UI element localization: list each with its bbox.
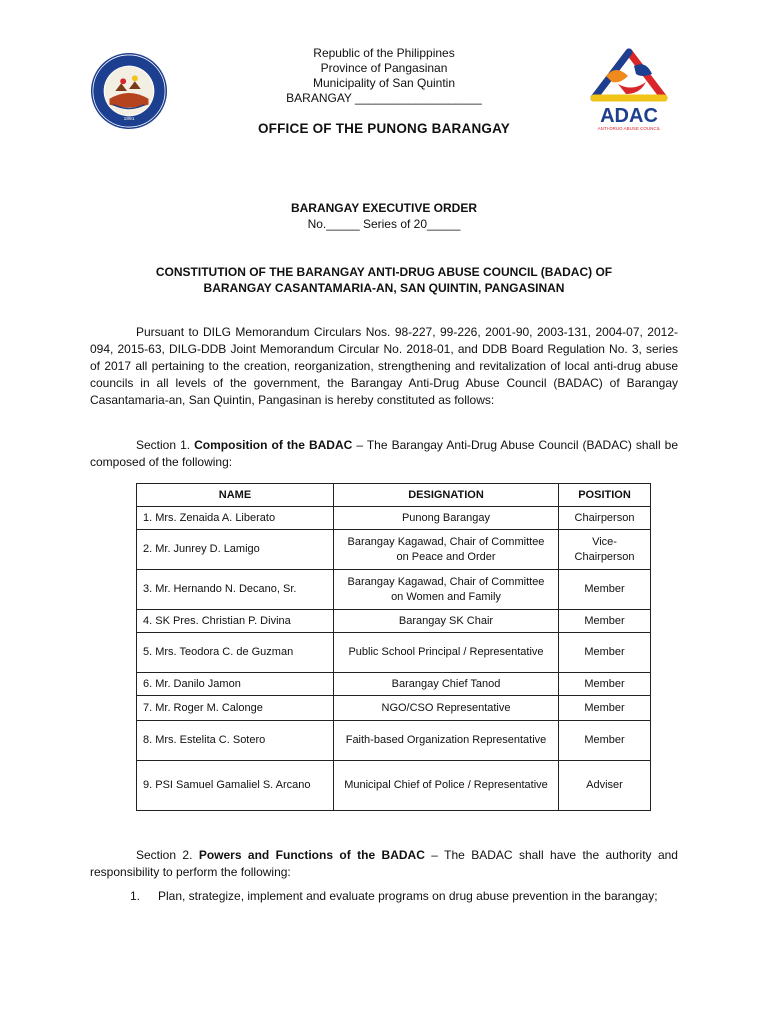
table-row [137, 696, 651, 721]
badac-composition-table [136, 483, 651, 811]
member-name: 4. SK Pres. Christian P. Divina [137, 610, 334, 633]
letterhead [0, 46, 768, 106]
section-2-prefix: Section 2. [136, 848, 199, 862]
letterhead-line-republic: Republic of the Philippines [313, 46, 455, 60]
member-position: Member [559, 610, 651, 633]
section-1-prefix: Section 1. [136, 438, 195, 452]
member-designation: Public School Principal / Representative [334, 633, 559, 673]
letterhead-line-municipality: Municipality of San Quintin [312, 76, 456, 90]
member-designation: Faith-based Organization Representative [334, 721, 559, 761]
svg-text:1991: 1991 [123, 117, 135, 123]
member-designation: Barangay Chief Tanod [334, 673, 559, 696]
member-position: Member [559, 721, 651, 761]
constitution-heading [0, 264, 768, 296]
preamble-paragraph [90, 324, 678, 409]
executive-order-number: No._____ Series of 20_____ [307, 217, 461, 231]
section-1-text: – The Barangay Anti-Drug Abuse Council (BADAC) shall be composed of the following: [90, 438, 679, 469]
preamble-text: Pursuant to DILG Memorandum Circulars Nos. 98-227, 99-226, 2001-90, 2003-131, 2004-07, 2012-094, 2015-63, DILG-DDB Joint Memorandum Circular No. 2018-01, and DDB Board Regulation No. 3, series of 2017 all pertaining to the creation, reorganization, strengthening and revitalization of local anti-drug abuse councils in all levels of the government, the Barangay Anti-Drug Abuse Council (BADAC) of Barangay Casantamaria-an, San Quintin, Pangasinan is hereby constituted as follows: [90, 325, 678, 407]
member-designation: NGO/CSO Representative [334, 696, 559, 721]
member-name: 6. Mr. Danilo Jamon [137, 673, 334, 696]
section-2-heading: Powers and Functions of the BADAC [198, 848, 425, 862]
column-header-position: POSITION [559, 484, 651, 507]
table-row [137, 633, 651, 673]
section-1-paragraph [90, 437, 678, 471]
section-2-text: – The BADAC shall have the authority and responsibility to perform the following: [90, 848, 678, 879]
member-name: 7. Mr. Roger M. Calonge [137, 696, 334, 721]
column-header-designation: DESIGNATION [334, 484, 559, 507]
member-position: Member [559, 696, 651, 721]
function-number: 1. [130, 889, 141, 903]
adac-logo-text: ADAC [600, 105, 658, 127]
table-row [137, 530, 651, 570]
table-row [137, 610, 651, 633]
letterhead-line-barangay: BARANGAY ___________________ [286, 91, 482, 105]
function-text: Plan, strategize, implement and evaluate programs on drug abuse prevention in the barangay; [158, 889, 658, 903]
member-designation: Municipal Chief of Police / Representative [334, 761, 559, 811]
constitution-line-2: BARANGAY CASANTAMARIA-AN, SAN QUINTIN, PANGASINAN [203, 281, 565, 295]
member-position: Chairperson [559, 507, 651, 530]
member-name: 3. Mr. Hernando N. Decano, Sr. [137, 570, 334, 610]
member-name: 5. Mrs. Teodora C. de Guzman [137, 633, 334, 673]
member-position: Member [559, 673, 651, 696]
member-name: 8. Mrs. Estelita C. Sotero [137, 721, 334, 761]
member-position: Vice-Chairperson [559, 530, 651, 570]
member-designation: Barangay Kagawad, Chair of Committee on Peace and Order [334, 530, 559, 570]
member-designation: Punong Barangay [334, 507, 559, 530]
column-header-name: NAME [137, 484, 334, 507]
constitution-line-1: CONSTITUTION OF THE BARANGAY ANTI-DRUG ABUSE COUNCIL (BADAC) OF [155, 265, 613, 279]
member-name: 2. Mr. Junrey D. Lamigo [137, 530, 334, 570]
member-designation: Barangay Kagawad, Chair of Committee on Women and Family [334, 570, 559, 610]
table-row [137, 570, 651, 610]
member-position: Member [559, 633, 651, 673]
section-2-paragraph [90, 847, 678, 881]
member-designation: Barangay SK Chair [334, 610, 559, 633]
table-row [137, 673, 651, 696]
letterhead-line-province: Province of Pangasinan [320, 61, 448, 75]
table-header-row [137, 484, 651, 507]
section-1-heading: Composition of the BADAC [194, 438, 353, 452]
executive-order-title: BARANGAY EXECUTIVE ORDER [290, 201, 478, 215]
member-name: 9. PSI Samuel Gamaliel S. Arcano [137, 761, 334, 811]
office-title: OFFICE OF THE PUNONG BARANGAY [257, 121, 511, 136]
table-row [137, 507, 651, 530]
member-name: 1. Mrs. Zenaida A. Liberato [137, 507, 334, 530]
member-position: Member [559, 570, 651, 610]
executive-order-heading [0, 200, 768, 232]
adac-logo-subtext: ANTI-DRUG ABUSE COUNCIL [597, 126, 661, 131]
table-row [137, 761, 651, 811]
member-position: Adviser [559, 761, 651, 811]
table-row [137, 721, 651, 761]
